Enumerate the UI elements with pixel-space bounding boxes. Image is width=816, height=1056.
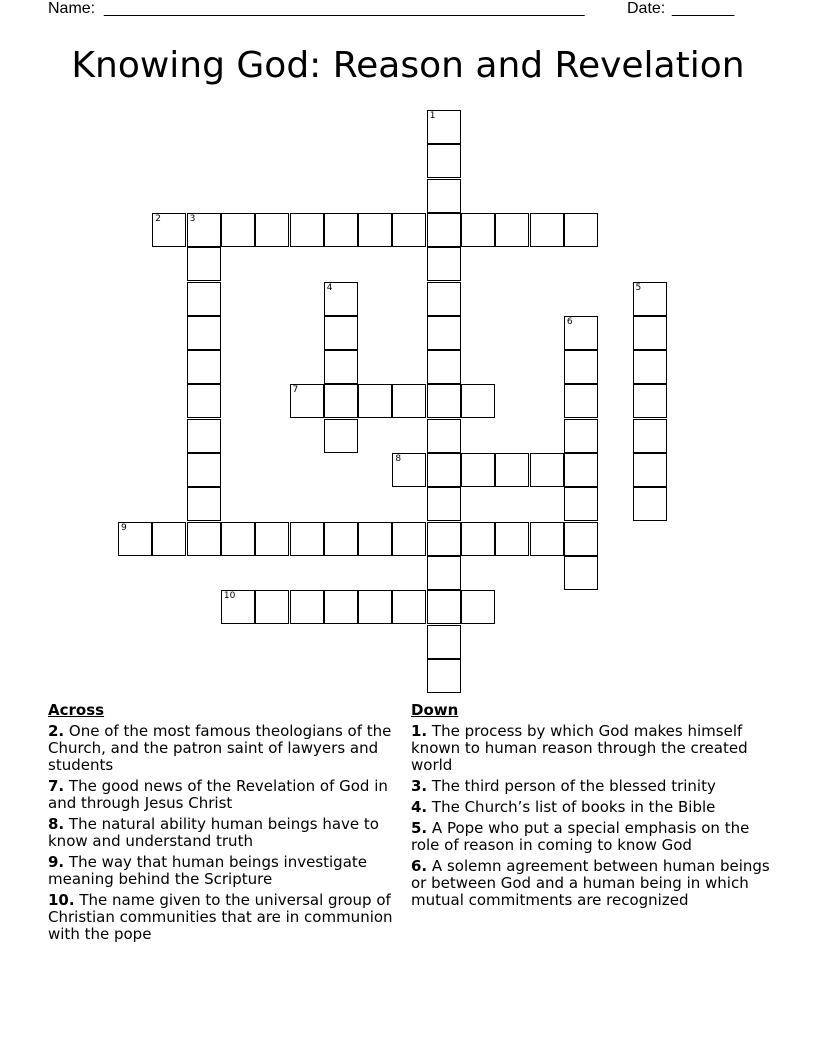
grid-cell[interactable] xyxy=(392,590,426,624)
grid-cell[interactable] xyxy=(427,282,461,316)
grid-cell[interactable] xyxy=(187,282,221,316)
grid-cell[interactable] xyxy=(187,213,221,247)
grid-cell[interactable] xyxy=(564,316,598,350)
date-label: Date: xyxy=(627,0,666,17)
grid-cell[interactable] xyxy=(152,213,186,247)
clue-across-2 xyxy=(48,723,398,774)
cell-number: 6 xyxy=(566,316,573,327)
grid-cell[interactable] xyxy=(564,453,598,487)
clue-number: 9. xyxy=(48,853,65,871)
cell-number: 10 xyxy=(223,591,236,602)
grid-cell[interactable] xyxy=(495,453,529,487)
grid-cell[interactable] xyxy=(290,590,324,624)
grid-cell[interactable] xyxy=(427,144,461,178)
grid-cell[interactable] xyxy=(358,384,392,418)
grid-cell[interactable] xyxy=(324,213,358,247)
grid-cell[interactable] xyxy=(427,625,461,659)
clue-number: 5. xyxy=(411,819,428,837)
date-field-line[interactable]: _______ xyxy=(672,0,735,17)
clue-text: The natural ability human beings have to know and understand truth xyxy=(48,815,379,850)
grid-cell[interactable] xyxy=(392,384,426,418)
clue-text: A solemn agreement between human beings or between God and a human being in which mutual commitments are recognized xyxy=(411,857,770,909)
grid-cell[interactable] xyxy=(427,247,461,281)
across-heading: Across xyxy=(48,701,105,719)
grid-cell[interactable] xyxy=(427,556,461,590)
grid-cell[interactable] xyxy=(427,487,461,521)
grid-cell[interactable] xyxy=(461,384,495,418)
grid-cell[interactable] xyxy=(324,522,358,556)
grid-cell[interactable] xyxy=(427,453,461,487)
grid-cell[interactable] xyxy=(461,453,495,487)
clue-number: 6. xyxy=(411,857,428,875)
cell-number: 4 xyxy=(326,282,333,293)
clue-number: 10. xyxy=(48,891,75,909)
grid-cell[interactable] xyxy=(633,384,667,418)
grid-cell[interactable] xyxy=(392,522,426,556)
grid-cell[interactable] xyxy=(633,487,667,521)
grid-cell[interactable] xyxy=(187,419,221,453)
clue-number: 2. xyxy=(48,722,65,740)
grid-cell[interactable] xyxy=(564,384,598,418)
cell-number: 5 xyxy=(635,282,642,293)
grid-cell[interactable] xyxy=(290,522,324,556)
down-heading: Down xyxy=(411,701,459,719)
grid-cell[interactable] xyxy=(633,316,667,350)
grid-cell[interactable] xyxy=(255,213,289,247)
clue-number: 4. xyxy=(411,798,428,816)
grid-cell[interactable] xyxy=(392,453,426,487)
cell-number: 3 xyxy=(189,213,196,224)
clue-text: The good news of the Revelation of God in and through Jesus Christ xyxy=(48,777,388,812)
grid-cell[interactable] xyxy=(427,659,461,693)
grid-cell[interactable] xyxy=(427,590,461,624)
cell-number: 7 xyxy=(292,385,299,396)
grid-cell[interactable] xyxy=(221,590,255,624)
clue-across-10 xyxy=(48,892,398,943)
grid-cell[interactable] xyxy=(633,350,667,384)
grid-cell[interactable] xyxy=(530,453,564,487)
grid-cell[interactable] xyxy=(564,522,598,556)
grid-cell[interactable] xyxy=(358,213,392,247)
clue-down-6 xyxy=(411,858,771,909)
grid-cell[interactable] xyxy=(427,110,461,144)
clue-number: 3. xyxy=(411,777,428,795)
cell-number: 1 xyxy=(429,111,436,121)
grid-cell[interactable] xyxy=(324,350,358,384)
grid-cell[interactable] xyxy=(324,316,358,350)
clue-number: 8. xyxy=(48,815,65,833)
grid-cell[interactable] xyxy=(461,213,495,247)
grid-cell[interactable] xyxy=(290,384,324,418)
grid-cell[interactable] xyxy=(461,590,495,624)
down-clues xyxy=(411,702,771,913)
grid-cell[interactable] xyxy=(564,419,598,453)
grid-cell[interactable] xyxy=(427,213,461,247)
across-clues xyxy=(48,702,398,947)
grid-cell[interactable] xyxy=(495,213,529,247)
clue-text: A Pope who put a special emphasis on the role of reason in coming to know God xyxy=(411,819,750,854)
grid-cell[interactable] xyxy=(187,350,221,384)
grid-cell[interactable] xyxy=(187,316,221,350)
grid-cell[interactable] xyxy=(324,419,358,453)
clue-down-1 xyxy=(411,723,771,774)
grid-cell[interactable] xyxy=(118,522,152,556)
grid-cell[interactable] xyxy=(530,522,564,556)
clue-across-7 xyxy=(48,778,398,812)
grid-cell[interactable] xyxy=(152,522,186,556)
clue-across-8 xyxy=(48,816,398,850)
grid-cell[interactable] xyxy=(564,556,598,590)
grid-cell[interactable] xyxy=(461,522,495,556)
grid-cell[interactable] xyxy=(324,282,358,316)
grid-cell[interactable] xyxy=(633,282,667,316)
grid-cell[interactable] xyxy=(187,522,221,556)
grid-cell[interactable] xyxy=(564,350,598,384)
grid-cell[interactable] xyxy=(427,350,461,384)
grid-cell[interactable] xyxy=(187,247,221,281)
grid-cell[interactable] xyxy=(324,384,358,418)
grid-cell[interactable] xyxy=(358,590,392,624)
clue-number: 1. xyxy=(411,722,428,740)
clue-text: The process by which God makes himself known to human reason through the created world xyxy=(411,722,748,774)
clue-text: The third person of the blessed trinity xyxy=(431,777,716,795)
grid-cell[interactable] xyxy=(221,213,255,247)
grid-cell[interactable] xyxy=(187,384,221,418)
grid-cell[interactable] xyxy=(495,522,529,556)
grid-cell[interactable] xyxy=(427,316,461,350)
grid-cell[interactable] xyxy=(187,453,221,487)
grid-cell[interactable] xyxy=(255,590,289,624)
grid-cell[interactable] xyxy=(564,213,598,247)
grid-cell[interactable] xyxy=(530,213,564,247)
name-label: Name: xyxy=(48,0,96,17)
grid-cell[interactable] xyxy=(633,453,667,487)
clue-down-5 xyxy=(411,820,771,854)
clue-text: The way that human beings investigate meaning behind the Scripture xyxy=(48,853,368,888)
grid-cell[interactable] xyxy=(427,179,461,213)
grid-cell[interactable] xyxy=(290,213,324,247)
clue-across-9 xyxy=(48,854,398,888)
name-field-line[interactable]: ______________________________________________________ xyxy=(104,0,585,17)
grid-cell[interactable] xyxy=(324,590,358,624)
clue-text: The Church’s list of books in the Bible xyxy=(431,798,716,816)
grid-cell[interactable] xyxy=(633,419,667,453)
grid-cell[interactable] xyxy=(255,522,289,556)
clue-text: The name given to the universal group of Christian communities that are in communion with the pope xyxy=(48,891,393,943)
clue-number: 7. xyxy=(48,777,65,795)
clue-down-4 xyxy=(411,799,771,816)
grid-cell[interactable] xyxy=(187,487,221,521)
clue-text: One of the most famous theologians of the Church, and the patron saint of lawyers and students xyxy=(48,722,392,774)
grid-cell[interactable] xyxy=(427,384,461,418)
page-title: Knowing God: Reason and Revelation xyxy=(71,45,745,86)
grid-cell[interactable] xyxy=(392,213,426,247)
grid-cell[interactable] xyxy=(221,522,255,556)
grid-cell[interactable] xyxy=(358,522,392,556)
clue-down-3 xyxy=(411,778,771,795)
cell-number: 8 xyxy=(395,454,402,464)
grid-cell[interactable] xyxy=(427,522,461,556)
cell-number: 2 xyxy=(155,213,162,224)
cell-number: 9 xyxy=(121,522,127,533)
grid-cell[interactable] xyxy=(564,487,598,521)
grid-cell[interactable] xyxy=(427,419,461,453)
